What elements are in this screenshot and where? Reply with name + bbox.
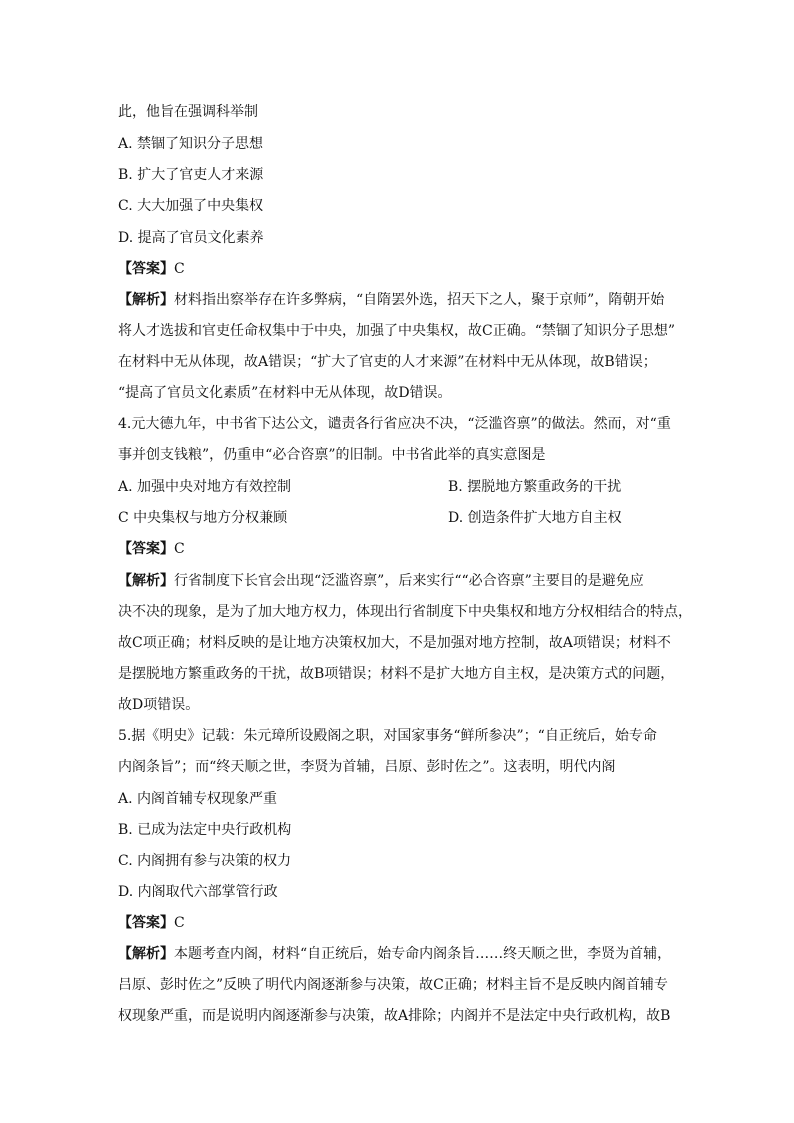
q5-option-a: A. 内阁首辅专权现象严重 (118, 791, 278, 807)
q4-analysis-line-3: 故C项正确；材料反映的是让地方决策权加大，不是加强对地方控制，故A项错误；材料不 (118, 635, 671, 651)
q5-option-d: D. 内阁取代六部掌管行政 (118, 884, 278, 900)
q3-option-a: A. 禁锢了知识分子思想 (118, 136, 264, 152)
analysis-text: 材料指出察举存在许多弊病，“自隋罢外选，招天下之人，聚于京师”，隋朝开始 (174, 292, 665, 308)
q4-stem-line-1: 4.元大德九年，中书省下达公文，谴责各行省应决不决，“泛滥咨禀”的做法。然而，对“重 (118, 416, 671, 432)
q4-analysis-line-2: 决不决的现象，是为了加大地方权力，体现出行省制度下中央集权和地方分权相结合的特点， (118, 604, 692, 620)
q5-stem-line-2: 内阁条旨”；而“终天顺之世，李贤为首辅，吕原、彭时佐之”。这表明，明代内阁 (118, 759, 616, 775)
q4-option-b: B. 摆脱地方繁重政务的干扰 (448, 479, 622, 495)
q4-stem-line-2: 事并创支钱粮”，仍重申“必合咨禀”的旧制。中书省此举的真实意图是 (118, 447, 546, 463)
answer-label: 【答案】 (118, 261, 174, 277)
answer-label: 【答案】 (118, 915, 174, 931)
q4-option-c: C 中央集权与地方分权兼顾 (118, 510, 288, 526)
q5-option-b: B. 已成为法定中央行政机构 (118, 822, 292, 838)
q5-option-c: C. 内阁拥有参与决策的权力 (118, 853, 292, 869)
q3-option-c: C. 大大加强了中央集权 (118, 198, 264, 214)
analysis-label: 【解析】 (118, 292, 174, 308)
q4-option-a: A. 加强中央对地方有效控制 (118, 479, 292, 495)
q3-answer (118, 259, 678, 279)
q3-analysis-line-3: 在材料中无从体现，故A错误；“扩大了官吏的人才来源”在材料中无从体现，故B错误； (118, 354, 657, 370)
q3-analysis-line-1 (118, 290, 678, 310)
answer-label: 【答案】 (118, 541, 174, 557)
analysis-text: 行省制度下长官会出现“泛滥咨禀”，后来实行““必合咨禀”主要目的是避免应 (174, 573, 644, 589)
analysis-label: 【解析】 (118, 573, 174, 589)
q4-analysis-line-5: 故D项错误。 (118, 697, 200, 713)
answer-value: C (174, 915, 185, 931)
q5-stem-line-1: 5.据《明史》记载：朱元璋所设殿阁之职，对国家事务“鲜所参决”；“自正统后，始专命 (118, 728, 657, 744)
q5-analysis-line-1 (118, 944, 678, 964)
q3-stem-end: 此，他旨在强调科举制 (118, 104, 258, 120)
q3-option-d: D. 提高了官员文化素养 (118, 230, 264, 246)
q5-answer (118, 913, 678, 933)
q5-analysis-line-3: 权现象严重，而是说明内阁逐渐参与决策，故A排除；内阁并不是法定中央行政机构，故B (118, 1008, 671, 1024)
analysis-text: 本题考查内阁，材料“自正统后，始专命内阁条旨……终天顺之世，李贤为首辅， (174, 946, 672, 962)
answer-value: C (174, 261, 185, 277)
answer-value: C (174, 541, 185, 557)
q3-analysis-line-4: “提高了官员文化素质”在材料中无从体现，故D错误。 (118, 385, 452, 401)
q5-analysis-line-2: 吕原、彭时佐之”反映了明代内阁逐渐参与决策，故C正确；材料主旨不是反映内阁首辅专 (118, 977, 668, 993)
q4-analysis-line-1 (118, 571, 678, 591)
analysis-label: 【解析】 (118, 946, 174, 962)
q4-answer (118, 539, 678, 559)
q3-analysis-line-2: 将人才选拔和官吏任命权集中于中央，加强了中央集权，故C正确。“禁锢了知识分子思想” (118, 323, 676, 339)
q4-option-d: D. 创造条件扩大地方自主权 (448, 510, 622, 526)
q3-option-b: B. 扩大了官吏人才来源 (118, 167, 264, 183)
q4-analysis-line-4: 是摆脱地方繁重政务的干扰，故B项错误；材料不是扩大地方自主权，是决策方式的问题， (118, 666, 675, 682)
